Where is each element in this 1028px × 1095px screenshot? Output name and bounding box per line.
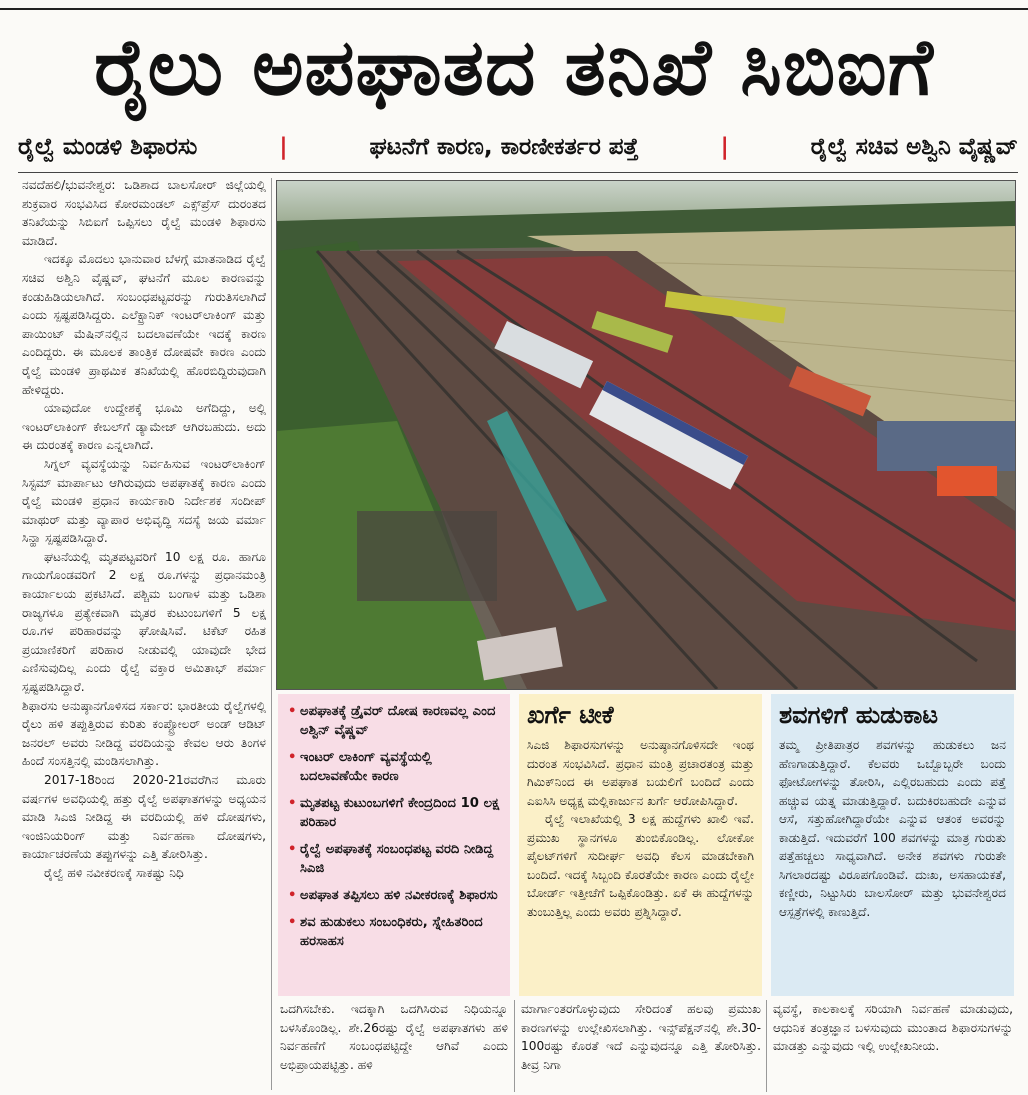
top-rule [0, 8, 1028, 10]
subheadline [18, 124, 1018, 170]
story-paragraph: ಯಾವುದೋ ಉದ್ದೇಶಕ್ಕೆ ಭೂಮಿ ಅಗೆದಿದ್ದು, ಅಲ್ಲಿ ಇಂಟರ್‌ಲಾಕಿಂಗ್ ಕೇಬಲ್‌ಗೆ ಡ್ಯಾಮೇಜ್ ಆಗಿರಬಹುದು. ಅದು ಈ ದುರಂತಕ್ಕೆ ಕಾರಣ ಎನ್ನಲಾಗಿದೆ. [22, 401, 266, 453]
continued-column-b: ಮಾರ್ಗಾಂತರಗೊಳ್ಳುವುದು ಸೇರಿದಂತೆ ಹಲವು ಪ್ರಮುಖ ಕಾರಣಗಳನ್ನು ಉಲ್ಲೇಖಿಸಲಾಗಿತ್ತು. ಇನ್ಸ್‌ಪೆಕ್ಷನ್‌ನಲ್ಲಿ ಶೇ.30-100ರಷ್ಟು ಕೊರತೆ ಇದೆ ಎನ್ನುವುದನ್ನೂ ಎತ್ತಿ ತೋರಿಸಿತ್ತು. ತೀವ್ರ ನಿಗಾ [521, 1002, 761, 1072]
subhead-separator: | [279, 134, 288, 160]
headline: ರೈಲು ಅಪಘಾತದ ತನಿಖೆ ಸಿಬಿಐಗೆ [94, 23, 934, 113]
box-paragraph: ರೈಲ್ವೆ ಇಲಾಖೆಯಲ್ಲಿ 3 ಲಕ್ಷ ಹುದ್ದೆಗಳು ಖಾಲಿ ಇವೆ. ಪ್ರಮುಖ ಸ್ಥಾನಗಳೂ ತುಂಬಿಕೊಂಡಿಲ್ಲ. ಲೋಕೋ ಪೈಲಟ್‌ಗಳಿಗೆ ಸುದೀರ್ಘ ಅವಧಿ ಕೆಲಸ ಮಾಡಬೇಕಾಗಿ ಬಂದಿದೆ. ಇದಕ್ಕೆ ಸಿಬ್ಬಂದಿ ಕೊರತೆಯೇ ಕಾರಣ ಎಂದು ರೈಲ್ವೇ ಬೋರ್ಡ್ ಇತ್ತೀಚೆಗೆ ಒಪ್ಪಿಕೊಂಡಿತ್ತು. ಏಕೆ ಈ ಹುದ್ದೆಗಳನ್ನು ತುಂಬುತ್ತಿಲ್ಲ ಎಂದು ಅವರು ಪ್ರಶ್ನಿಸಿದ್ದಾರೆ. [527, 812, 754, 919]
box-paragraph: ತಮ್ಮ ಪ್ರೀತಿಪಾತ್ರರ ಶವಗಳನ್ನು ಹುಡುಕಲು ಜನ ಹೆಣಗಾಡುತ್ತಿದ್ದಾರೆ. ಕೆಲವರು ಒಬ್ಬೊಬ್ಬರೇ ಬಂದು ಫೋಟೋಗಳನ್ನು ತೋರಿಸಿ, ಎಲ್ಲಿರಬಹುದು ಎಂದು ಪತ್ತೆ ಹಚ್ಚುವ ಯತ್ನ ಮಾಡುತ್ತಿದ್ದಾರೆ. ಬದುಕಿರಬಹುದೇ ಎನ್ನುವ ಆಸೆ, ಸತ್ತುಹೋಗಿದ್ದಾರೆಯೇ ಎನ್ನುವ ಆತಂಕ ಅವರನ್ನು ಕಾಡುತ್ತಿದೆ. ಇದುವರೆಗೆ 100 ಶವಗಳನ್ನು ಮಾತ್ರ ಗುರುತು ಪತ್ತೆಹಚ್ಚಲು ಸಾಧ್ಯವಾಗಿದೆ. ಅನೇಕ ಶವಗಳು ಗುರುತೇ ಸಿಗಲಾರದಷ್ಟು ವಿರೂಪಗೊಂಡಿವೆ. ದುಃಖ, ಅಸಹಾಯಕತೆ, ಕಣ್ಣೀರು, ನಿಟ್ಟುಸಿರು ಬಾಲಸೋರ್ ಮತ್ತು ಭುವನೇಶ್ವರದ ಆಸ್ಪತ್ರೆಗಳಲ್ಲಿ ಕಾಣುತ್ತಿದೆ. [779, 738, 1006, 919]
subhead-rule [18, 172, 1018, 173]
box-paragraph: ಸಿಎಜಿ ಶಿಫಾರಸುಗಳನ್ನು ಅನುಷ್ಠಾನಗೊಳಿಸದೇ ಇಂಥ ದುರಂತ ಸಂಭವಿಸಿದೆ. ಪ್ರಧಾನ ಮಂತ್ರಿ ಪ್ರಚಾರತಂತ್ರ ಮತ್ತು ಗಿಮಿಕ್‌ನಿಂದ ಈ ಅಪಘಾತ ಬಯಲಿಗೆ ಬಂದಿದೆ ಎಂದು ಎಐಸಿಸಿ ಅಧ್ಯಕ್ಷ ಮಲ್ಲಿಕಾರ್ಜುನ ಖರ್ಗೆ ಆರೋಪಿಸಿದ್ದಾರೆ. [527, 738, 754, 808]
column-divider [766, 1000, 767, 1092]
box-text [527, 736, 754, 921]
column-divider [514, 1000, 515, 1092]
box-text [779, 736, 1006, 921]
body-search-box [771, 694, 1014, 996]
continued-column-c: ವ್ಯವಸ್ಥೆ, ಕಾಲಕಾಲಕ್ಕೆ ಸರಿಯಾಗಿ ನಿರ್ವಹಣೆ ಮಾಡುವುದು, ಆಧುನಿಕ ತಂತ್ರಜ್ಞಾನ ಬಳಸುವುದು ಮುಂತಾದ ಶಿಫಾರಸುಗಳನ್ನು ಮಾಡತ್ತು ಎನ್ನುವುದು ಇಲ್ಲಿ ಉಲ್ಲೇಖನೀಯ. [773, 1002, 1013, 1053]
highlight-item: • ಅಪಘಾತಕ್ಕೆ ಡ್ರೈವರ್ ದೋಷ ಕಾರಣವಲ್ಲ ಎಂದ ಅಶ್ವಿನ್ ವೈಷ್ಣವ್ [288, 704, 496, 738]
story-paragraph: ಘಟನೆಯಲ್ಲಿ ಮೃತಪಟ್ಟವರಿಗೆ 10 ಲಕ್ಷ ರೂ. ಹಾಗೂ ಗಾಯಗೊಂಡವರಿಗೆ 2 ಲಕ್ಷ ರೂ.ಗಳನ್ನು ಪ್ರಧಾನಮಂತ್ರಿ ಕಾರ್ಯಾಲಯ ಪ್ರಕಟಿಸಿದೆ. ಪಶ್ಚಿಮ ಬಂಗಾಳ ಮತ್ತು ಒಡಿಶಾ ರಾಜ್ಯಗಳೂ ಪ್ರತ್ಯೇಕವಾಗಿ ಮೃತರ ಕುಟುಂಬಗಳಿಗೆ 5 ಲಕ್ಷ ರೂ.ಗಳ ಪರಿಹಾರವನ್ನು ಘೋಷಿಸಿವೆ. ಟಿಕೆಟ್ ರಹಿತ ಪ್ರಯಾಣಿಕರಿಗೆ ಪರಿಹಾರ ನೀಡುವಲ್ಲಿ ಯಾವುದೇ ಭೇದ ಎಣಿಸುವುದಿಲ್ಲ ಎಂದು ರೈಲ್ವೆ ವಕ್ತಾರ ಅಮಿತಾಭ್ ಶರ್ಮಾ ಸ್ಪಷ್ಟಪಡಿಸಿದ್ದಾರೆ. [22, 549, 266, 695]
bullet-icon: • [288, 842, 297, 857]
kharge-criticism-box [519, 694, 762, 996]
story-paragraph: ರೈಲ್ವೆ ಹಳಿ ನವೀಕರಣಕ್ಕೆ ಸಾಕಷ್ಟು ನಿಧಿ [44, 865, 184, 880]
continued-column-a: ಒದಗಿಸಬೇಕು. ಇದಕ್ಕಾಗಿ ಒದಗಿಸಿರುವ ನಿಧಿಯನ್ನೂ ಬಳಸಿಕೊಂಡಿಲ್ಲ. ಶೇ.26ರಷ್ಟು ರೈಲ್ವೆ ಅಪಘಾತಗಳು ಹಳಿ ನಿರ್ವಹಣೆಗೆ ಸಂಬಂಧಪಟ್ಟಿದ್ದೇ ಆಗಿವೆ ಎಂದು ಅಭಿಪ್ರಾಯಪಟ್ಟಿತ್ತು. ಹಳಿ [280, 1002, 508, 1072]
bullet-icon: • [288, 750, 297, 765]
subhead-1: ರೈಲ್ವೆ ಮಂಡಳಿ ಶಿಫಾರಸು [18, 134, 198, 160]
main-story-column [22, 176, 266, 1091]
bullet-icon: • [288, 888, 297, 903]
bullet-icon: • [288, 704, 297, 719]
subhead-separator: | [720, 134, 729, 160]
box-title: ಶವಗಳಿಗೆ ಹುಡುಕಾಟ [779, 701, 939, 729]
accident-photo [276, 180, 1016, 690]
box-title: ಖರ್ಗೆ ಟೀಕೆ [527, 701, 614, 729]
highlight-item: • ಮೃತಪಟ್ಟ ಕುಟುಂಬಗಳಿಗೆ ಕೇಂದ್ರದಿಂದ 10 ಲಕ್ಷ ಪರಿಹಾರ [288, 796, 500, 830]
highlights-box [278, 694, 510, 996]
column-divider [271, 178, 272, 1090]
highlight-item: • ರೈಲ್ವೆ ಅಪಘಾತಕ್ಕೆ ಸಂಬಂಧಪಟ್ಟ ವರದಿ ನೀಡಿದ್ದ ಸಿಎಜಿ [288, 842, 494, 876]
bullet-icon: • [288, 915, 297, 930]
story-paragraph: ಇದಕ್ಕೂ ಮೊದಲು ಭಾನುವಾರ ಬೆಳಗ್ಗೆ ಮಾತನಾಡಿದ ರೈಲ್ವೆ ಸಚಿವ ಅಶ್ವಿನಿ ವೈಷ್ಣವ್, ಘಟನೆಗೆ ಮೂಲ ಕಾರಣವನ್ನು ಕಂಡುಹಿಡಿಯಲಾಗಿದೆ. ಸಂಬಂಧಪಟ್ಟವರನ್ನು ಗುರುತಿಸಲಾಗಿದೆ ಎಂದು ಸ್ಪಷ್ಟಪಡಿಸಿದ್ದರು. ಎಲೆಕ್ಟ್ರಾನಿಕ್ ಇಂಟರ್‌ಲಾಕಿಂಗ್ ಮತ್ತು ಪಾಯಿಂಟ್ ಮೆಷಿನ್‌ನಲ್ಲಿನ ಬದಲಾವಣೆಯೇ ಇದಕ್ಕೆ ಕಾರಣ ಎಂದಿದ್ದರು. ಈ ಮೂಲಕ ತಾಂತ್ರಿಕ ದೋಷವೇ ಕಾರಣ ಎಂದು ರೈಲ್ವೆ ಮಂಡಳಿ ಪ್ರಾಥಮಿಕ ತನಿಖೆಯಲ್ಲಿ ಹೊರಬಿದ್ದಿರುವುದಾಗಿ ಹೇಳಿದ್ದರು. [22, 252, 266, 397]
highlight-item: • ಅಪಘಾತ ತಪ್ಪಿಸಲು ಹಳಿ ನವೀಕರಣಕ್ಕೆ ಶಿಫಾರಸು [288, 888, 498, 903]
subhead-3: ರೈಲ್ವೆ ಸಚಿವ ಅಶ್ವಿನಿ ವೈಷ್ಣವ್ [810, 134, 1018, 160]
story-paragraph: ನವದೆಹಲಿ/ಭುವನೇಶ್ವರ: ಒಡಿಶಾದ ಬಾಲಸೋರ್ ಜಿಲ್ಲೆಯಲ್ಲಿ ಶುಕ್ರವಾರ ಸಂಭವಿಸಿದ ಕೋರಮಂಡಲ್ ಎಕ್ಸ್‌ಪ್ರೆಸ್ ದುರಂತದ ತನಿಖೆಯನ್ನು ಸಿಬಿಐಗೆ ಒಪ್ಪಿಸಲು ರೈಲ್ವೆ ಮಂಡಳಿ ಶಿಫಾರಸು ಮಾಡಿದೆ. [22, 178, 266, 248]
highlight-item: • ಇಂಟರ್ ಲಾಕಿಂಗ್ ವ್ಯವಸ್ಥೆಯಲ್ಲಿ ಬದಲಾವಣೆಯೇ ಕಾರಣ [288, 750, 432, 784]
story-paragraph: ಶಿಫಾರಸು ಅನುಷ್ಠಾನಗೊಳಿಸದ ಸರ್ಕಾರ: ಭಾರತೀಯ ರೈಲ್ವೆಗಳಲ್ಲಿ ರೈಲು ಹಳಿ ತಪ್ಪುತ್ತಿರುವ ಕುರಿತು ಕಂಪ್ಟ್ರೋಲರ್ ಅಂಡ್ ಆಡಿಟ್ ಜನರಲ್ ಅವರು ನೀಡಿದ್ದ ವರದಿಯನ್ನು ಕೇವಲ ಆರು ತಿಂಗಳ ಹಿಂದೆ ಸಂಸತ್ತಿನಲ್ಲಿ ಮಂಡಿಸಲಾಗಿತ್ತು. [22, 698, 266, 769]
accident-aerial-image [277, 181, 1015, 689]
highlight-item: • ಶವ ಹುಡುಕಲು ಸಂಬಂಧಿಕರು, ಸ್ನೇಹಿತರಿಂದ ಹರಸಾಹಸ [288, 915, 483, 949]
subhead-2: ಘಟನೆಗೆ ಕಾರಣ, ಕಾರಣೀಕರ್ತರ ಪತ್ತೆ [369, 134, 639, 160]
story-paragraph: 2017-18ರಿಂದ 2020-21ರವರೆಗಿನ ಮೂರು ವರ್ಷಗಳ ಅವಧಿಯಲ್ಲಿ ಹತ್ತು ರೈಲ್ವೆ ಅಪಘಾತಗಳನ್ನು ಅಧ್ಯಯನ ಮಾಡಿ ಸಿಎಜಿ ನೀಡಿದ್ದ ಈ ವರದಿಯಲ್ಲಿ ಹಳಿ ದೋಷಗಳು, ಇಂಜಿನಿಯರಿಂಗ್ ಮತ್ತು ನಿರ್ವಹಣಾ ದೋಷಗಳು, ಕಾರ್ಯಾಚರಣೆಯ ತಪ್ಪುಗಳನ್ನು ಎತ್ತಿ ತೋರಿಸಿತ್ತು. [22, 773, 266, 862]
highlights-list [288, 702, 500, 951]
story-paragraph: ಸಿಗ್ನಲ್ ವ್ಯವಸ್ಥೆಯನ್ನು ನಿರ್ವಹಿಸುವ ಇಂಟರ್‌ಲಾಕಿಂಗ್ ಸಿಸ್ಟಮ್ ಮಾರ್ಪಾಟು ಆಗಿರುವುದು ಅಪಘಾತಕ್ಕೆ ಕಾರಣ ಎಂದು ರೈಲ್ವೆ ಮಂಡಳಿ ಪ್ರಧಾನ ಕಾರ್ಯಕಾರಿ ನಿರ್ದೇಶಕ ಸಂದೀಪ್ ಮಾಥುರ್ ಮತ್ತು ವ್ಯಾಪಾರ ಅಭಿವೃದ್ಧಿ ಸದಸ್ಯೆ ಜಯ ವರ್ಮಾ ಸಿನ್ಹಾ ಸ್ಪಷ್ಟಪಡಿಸಿದ್ದಾರೆ. [22, 456, 266, 546]
bullet-icon: • [288, 796, 297, 811]
